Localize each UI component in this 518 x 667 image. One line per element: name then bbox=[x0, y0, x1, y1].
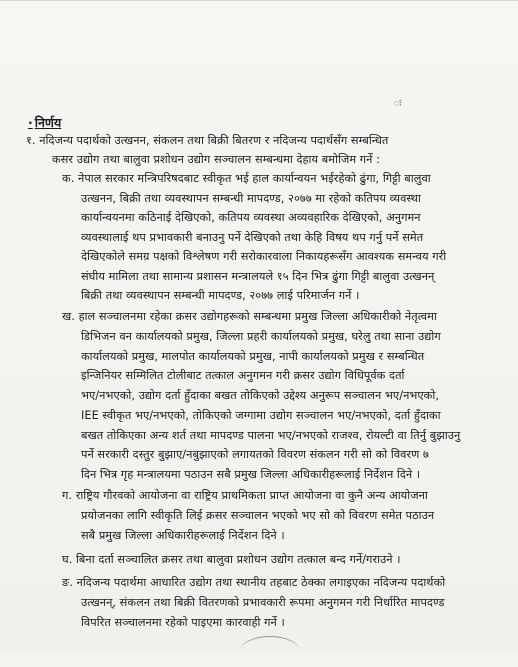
heading-bullet: · bbox=[28, 115, 33, 130]
item-ga-line: ग. राष्ट्रिय गौरवको आयोजना वा राष्ट्रिय प्राथमिकता प्राप्त आयोजना वा कुनै अन्य आयोजना bbox=[62, 489, 428, 502]
item-kha-line: बखत तोकिएका अन्य शर्त तथा मापदण्ड पालना भए/नभएको राजश्व, रोयल्टी वा तिर्नु बुझाउनु bbox=[81, 429, 461, 442]
item-1-line: १. नदिजन्य पदार्थको उत्खनन, संकलन तथा बिक्री बितरण र नदिजन्य पदार्थसँग सम्बन्धित bbox=[26, 134, 389, 147]
item-kha-line: डिभिजन वन कार्यालयको प्रमुख, जिल्ला प्रहरी कार्यालयको प्रमुख, घरेलु तथा साना उद्योग bbox=[81, 330, 441, 343]
item-ka-line: क. नेपाल सरकार मन्त्रिपरिषदबाट स्वीकृत भई हाल कार्यान्वयन भईरहेको ढुंगा, गिट्टी बालुवा bbox=[62, 172, 431, 185]
item-1-line: कसर उद्योग तथा बालुवा प्रशोधन उद्योग सञ्चालन सम्बन्धमा देहाय बमोजिम गर्ने : bbox=[52, 153, 380, 166]
item-ga-line: प्रयोजनका लागि स्वीकृति लिई क्रसर सञ्चालन भएको भए सो को विवरण समेत पठाउन bbox=[81, 509, 435, 522]
item-nga-line: ङ. नदिजन्य पदार्थमा आधारित उद्योग तथा स्थानीय तहबाट ठेक्का लगाइएका नदिजन्य पदार्थको bbox=[62, 576, 446, 589]
item-kha-line: कार्यालयको प्रमुख, मालपोत कार्यालयको प्रमुख, नापी कार्यालयको प्रमुख र सम्बन्धित bbox=[81, 350, 425, 363]
item-kha-line: इन्जिनियर सम्मिलित टोलीबाट तत्काल अनुगमन गरी क्रसर उद्योग विधिपूर्वक दर्ता bbox=[81, 369, 405, 382]
item-ka-line: व्यवस्थालाई थप प्रभावकारी बनाउनु पर्ने देखिएको तथा केहि विषय थप गर्नु पर्ने समेत bbox=[81, 231, 424, 244]
decision-heading bbox=[28, 114, 61, 131]
item-ga-line: सबै प्रमुख जिल्ला अधिकारीहरूलाई निर्देशन दिने । bbox=[81, 529, 285, 542]
item-ka-line: उत्खनन, बिक्री तथा व्यवस्थापन सम्बन्धी मापदण्ड, २०७७ मा रहेको कतिपय व्यवस्था bbox=[81, 192, 421, 205]
item-ka-line: संघीय मामिला तथा सामान्य प्रशासन मन्त्रालयले १५ दिन भित्र ढुंगा गिट्टी बालुवा उत्खनन् bbox=[81, 270, 435, 283]
item-gha-line: घ. बिना दर्ता सञ्चालित क्रसर तथा बालुवा प्रशोधन उद्योग तत्काल बन्द गर्ने/गराउने । bbox=[62, 553, 401, 566]
item-nga-line: उत्खनन्, संकलन तथा बिक्री वितरणको प्रभावकारी रूपमा अनुगमन गरी निर्धारित मापदण्ड bbox=[81, 596, 445, 609]
item-ka-line: कार्यान्वयनमा कठिनाई देखिएको, कतिपय व्यवस्था अव्यवहारिक देखिएको, अनुगमन bbox=[81, 211, 421, 224]
item-ka-line: बिक्री तथा व्यवस्थापन सम्बन्धी मापदण्ड, २०७७ लाई परिमार्जन गर्ने । bbox=[81, 289, 360, 302]
item-kha-line: IEE स्वीकृत भए/नभएको, तोकिएको जग्गामा उद्योग सञ्चालन भए/नभएको, दर्ता हुँदाका bbox=[81, 409, 441, 422]
page-edge bbox=[0, 0, 518, 1]
page-fold-mark bbox=[240, 636, 300, 667]
stray-mark: ः bbox=[394, 99, 402, 109]
item-kha-line: ख. हाल सञ्चालनमा रहेका क्रसर उद्योगहरूको सम्बन्धमा प्रमुख जिल्ला अधिकारीको नेतृत्वमा bbox=[62, 310, 437, 323]
heading-text: निर्णय bbox=[34, 115, 62, 130]
item-nga-line: विपरित सञ्चालनमा रहेको पाइएमा कारवाही गर्ने । bbox=[81, 616, 285, 629]
item-kha-line: पर्ने सरकारी दस्तुर बुझाए/नबुझाएको लगायतको विवरण संकलन गरी सो को विवरण ७ bbox=[81, 448, 429, 461]
item-kha-line: दिन भित्र गृह मन्त्रालयमा पठाउन सबै प्रमुख जिल्ला अधिकारीहरूलाई निर्देशन दिने । bbox=[81, 468, 421, 481]
item-ka-line: देखिएकोले समग्र पक्षको विश्लेषण गरी सरोकारवाला निकायहरूसँग आवश्यक समन्वय गरी bbox=[81, 250, 447, 263]
item-kha-line: भए/नभएको, उद्योग दर्ता हुँदाका बखत तोकिएको उद्देश्य अनुरूप सञ्चालन भए/नभएको, bbox=[81, 389, 439, 402]
